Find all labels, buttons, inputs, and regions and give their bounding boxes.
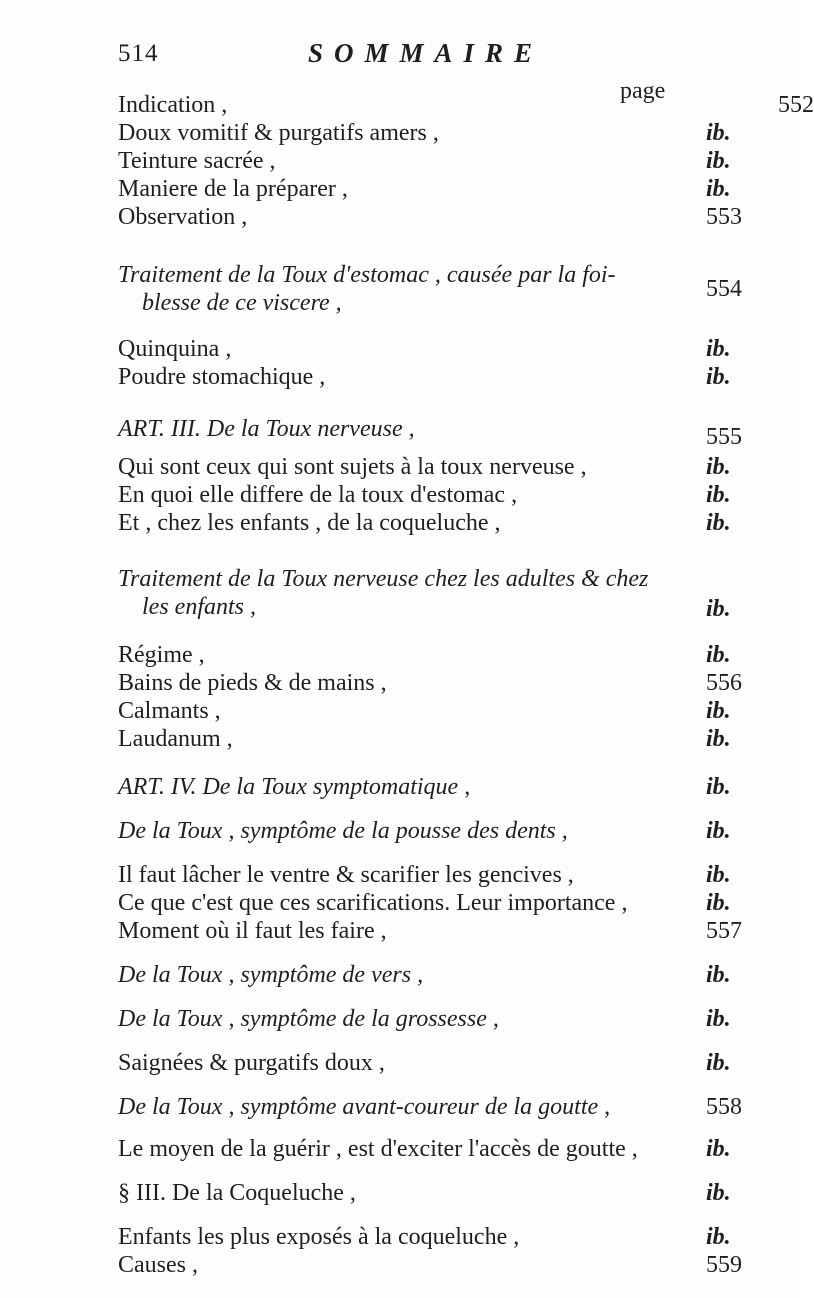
toc-entry xyxy=(118,1094,800,1134)
toc-entry xyxy=(118,1006,800,1046)
entry-text: Ce que c'est que ces scarifications. Leur importance , xyxy=(118,890,628,916)
entry-page-ref: 555 xyxy=(706,424,742,450)
entry-page-ref: ib. xyxy=(706,120,731,146)
entry-page-ref: ib. xyxy=(706,862,731,888)
entry-page-ref: ib. xyxy=(706,596,731,622)
entry-page-ref: ib. xyxy=(706,890,731,916)
entry-text: Indication , xyxy=(118,92,228,118)
toc-entry xyxy=(118,774,800,814)
entry-text: Poudre stomachique , xyxy=(118,364,326,390)
entry-page-ref: 554 xyxy=(706,276,742,302)
page-header xyxy=(118,40,718,80)
entry-text-continuation: blesse de ce viscere , xyxy=(142,290,342,316)
entry-page-ref: ib. xyxy=(706,962,731,988)
entry-text: Observation , xyxy=(118,204,248,230)
toc-entry xyxy=(118,1252,800,1292)
entry-page-ref: ib. xyxy=(706,454,731,480)
entry-text: En quoi elle differe de la toux d'estomac , xyxy=(118,482,518,508)
entry-text: ART. IV. De la Toux symptomatique , xyxy=(118,774,471,800)
toc-entry xyxy=(118,510,800,550)
entry-page-ref: ib. xyxy=(706,176,731,202)
entry-text-continuation: les enfants , xyxy=(142,594,256,620)
toc-entry xyxy=(118,416,800,456)
entry-page-ref: 552 xyxy=(778,92,814,118)
entry-text: Doux vomitif & purgatifs amers , xyxy=(118,120,439,146)
entry-page-ref: ib. xyxy=(706,1136,731,1162)
page-number: 514 xyxy=(118,40,159,67)
entry-page-ref: ib. xyxy=(706,726,731,752)
entry-text: Saignées & purgatifs doux , xyxy=(118,1050,385,1076)
toc-entry xyxy=(118,918,800,958)
toc-entry xyxy=(118,364,800,404)
entry-page-ref: ib. xyxy=(706,510,731,536)
entry-text: Maniere de la préparer , xyxy=(118,176,348,202)
entry-text: De la Toux , symptôme de la grossesse , xyxy=(118,1006,499,1032)
entry-text: Calmants , xyxy=(118,698,221,724)
toc-entry xyxy=(118,726,800,766)
toc-entry xyxy=(118,1050,800,1090)
entry-page-ref: ib. xyxy=(706,774,731,800)
entry-page-ref: ib. xyxy=(706,642,731,668)
toc-entry xyxy=(118,1136,800,1176)
entry-text: Enfants les plus exposés à la coqueluche , xyxy=(118,1224,520,1250)
entry-text: Traitement de la Toux d'estomac , causée par la foi- xyxy=(118,262,616,288)
entry-text: § III. De la Coqueluche , xyxy=(118,1180,356,1206)
entry-text: Quinquina , xyxy=(118,336,232,362)
entry-text: De la Toux , symptôme avant-coureur de la goutte , xyxy=(118,1094,611,1120)
toc-entry xyxy=(118,1180,800,1220)
entry-text: Causes , xyxy=(118,1252,198,1278)
entry-page-ref: ib. xyxy=(706,364,731,390)
toc-entry xyxy=(118,566,800,630)
entry-page-ref: 557 xyxy=(706,918,742,944)
entry-text: Régime , xyxy=(118,642,205,668)
entry-page-ref: 558 xyxy=(706,1094,742,1120)
entry-text: De la Toux , symptôme de vers , xyxy=(118,962,424,988)
entry-page-ref: ib. xyxy=(706,698,731,724)
entry-text: Bains de pieds & de mains , xyxy=(118,670,387,696)
toc-entry xyxy=(118,962,800,1002)
entry-page-ref: ib. xyxy=(706,336,731,362)
page-column-label: page xyxy=(620,78,666,104)
entry-page-ref: ib. xyxy=(706,482,731,508)
toc-entry xyxy=(118,204,800,244)
entry-text: ART. III. De la Toux nerveuse , xyxy=(118,416,415,442)
entry-text: Et , chez les enfants , de la coqueluche , xyxy=(118,510,501,536)
running-title: SOMMAIRE xyxy=(308,38,544,68)
entry-page-ref: ib. xyxy=(706,1050,731,1076)
toc-entry xyxy=(118,262,800,326)
entry-page-ref: ib. xyxy=(706,148,731,174)
entry-page-ref: 553 xyxy=(706,204,742,230)
entry-text: De la Toux , symptôme de la pousse des dents , xyxy=(118,818,568,844)
toc-entry xyxy=(118,818,800,858)
entry-page-ref: ib. xyxy=(706,1224,731,1250)
entry-text: Traitement de la Toux nerveuse chez les adultes & chez xyxy=(118,566,649,592)
entry-text: Moment où il faut les faire , xyxy=(118,918,387,944)
entry-text: Qui sont ceux qui sont sujets à la toux nerveuse , xyxy=(118,454,587,480)
entry-page-ref: ib. xyxy=(706,1006,731,1032)
entry-text: Teinture sacrée , xyxy=(118,148,276,174)
entry-page-ref: 556 xyxy=(706,670,742,696)
entry-page-ref: ib. xyxy=(706,1180,731,1206)
entry-text: Le moyen de la guérir , est d'exciter l'accès de goutte , xyxy=(118,1136,638,1162)
entry-text: Laudanum , xyxy=(118,726,233,752)
entry-text: Il faut lâcher le ventre & scarifier les gencives , xyxy=(118,862,574,888)
entry-page-ref: ib. xyxy=(706,818,731,844)
entry-page-ref: 559 xyxy=(706,1252,742,1278)
